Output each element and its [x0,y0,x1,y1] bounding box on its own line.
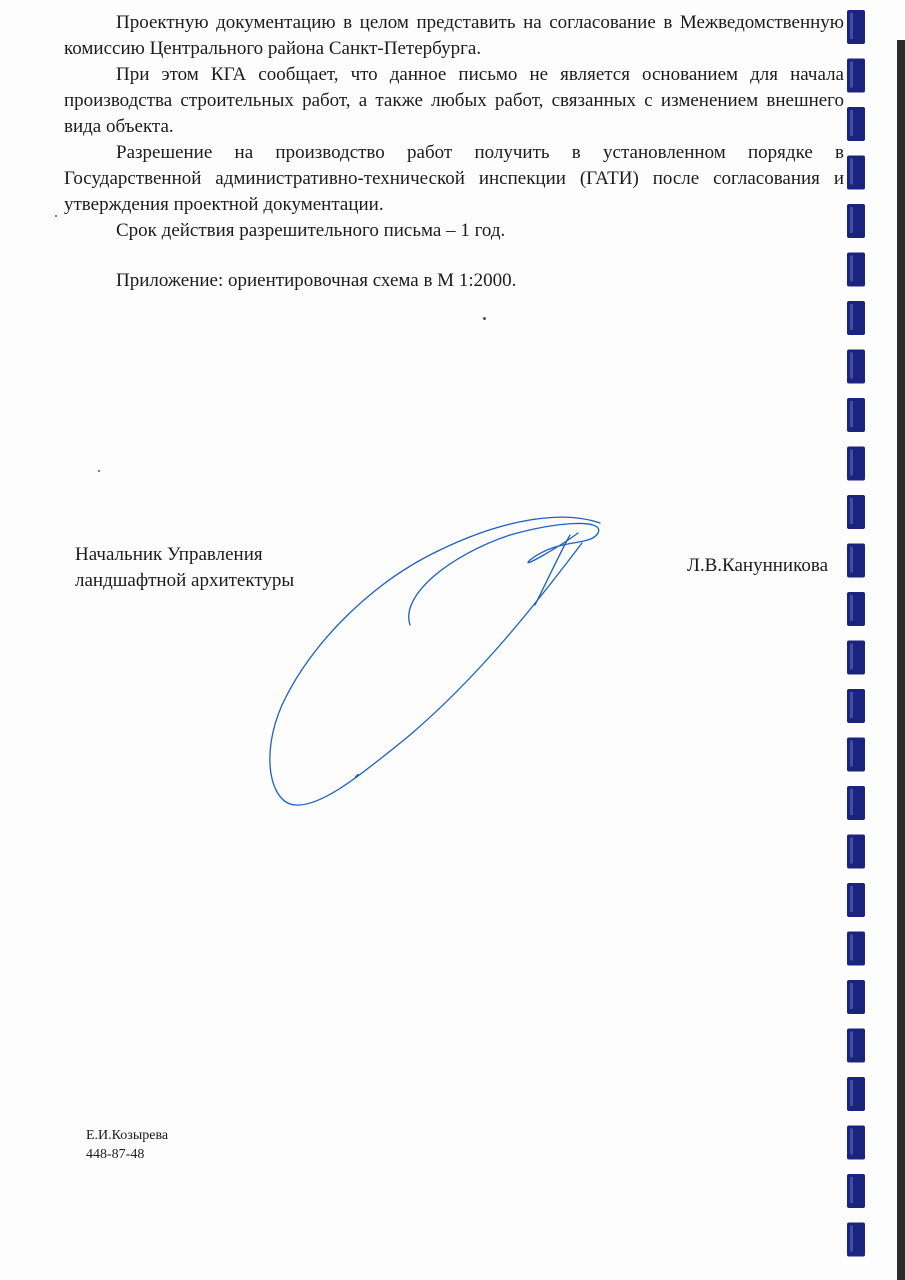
binding-ring [847,738,865,772]
handwritten-signature [260,505,630,825]
signatory-name: Л.В.Канунникова [687,555,829,576]
paragraph-kga-notice: При этом КГА сообщает, что данное письмо не является основанием для начала производства строительных работ, а также любых работ, связанных с изменением внешнего вида объекта. [64,64,844,137]
binding-ring [847,786,865,820]
binding-ring [847,980,865,1014]
letter-body [64,10,844,294]
binding-ring [847,835,865,869]
signatory-title-line2: ландшафтной архитектуры [75,570,295,591]
binding-ring [847,350,865,384]
binding-ring [847,689,865,723]
signature-stroke-loop [270,517,600,805]
paper-speck [98,470,100,472]
binding-ring [847,253,865,287]
binding-ring [847,1077,865,1111]
signatory-title-line1: Начальник Управления [75,544,263,565]
binding-ring [847,301,865,335]
paragraph-gati-permit: Разрешение на производство работ получить в установленном порядке в Государственной административно-технической инспекции (ГАТИ) после согласования и утверждения проектной документации. [64,142,844,215]
executor-name: Е.И.Козырева [86,1128,169,1143]
binding-ring [847,495,865,529]
binding-ring [847,1223,865,1257]
signature-stroke-tail [535,535,570,605]
paragraph-commission: Проектную документацию в целом представить на согласование в Межведомственную комиссию Центрального района Санкт-Петербурга. [64,12,844,59]
paragraph-validity: Срок действия разрешительного письма – 1 год. [116,220,506,241]
binding-ring [847,544,865,578]
spiral-binding [845,0,905,1280]
binding-ring [847,883,865,917]
signature-stroke-upper [409,523,599,625]
binding-ring [847,10,865,44]
binding-ring [847,1029,865,1063]
binding-ring [847,59,865,93]
binding-ring [847,107,865,141]
binding-ring [847,447,865,481]
binding-ring [847,932,865,966]
binding-ring [847,592,865,626]
binding-ring [847,641,865,675]
cover-edge [897,40,905,1280]
binding-ring [847,204,865,238]
paper-speck [483,317,486,320]
paragraph-gap [64,244,844,268]
binding-ring [847,1126,865,1160]
executor-phone: 448-87-48 [86,1147,145,1162]
executor-info [86,1126,168,1164]
signature-stroke-dot [356,775,358,777]
binding-ring [847,398,865,432]
binding-ring [847,156,865,190]
attachment-note: Приложение: ориентировочная схема в М 1:2000. [116,270,517,291]
binding-ring [847,1174,865,1208]
paper-speck [55,215,57,217]
